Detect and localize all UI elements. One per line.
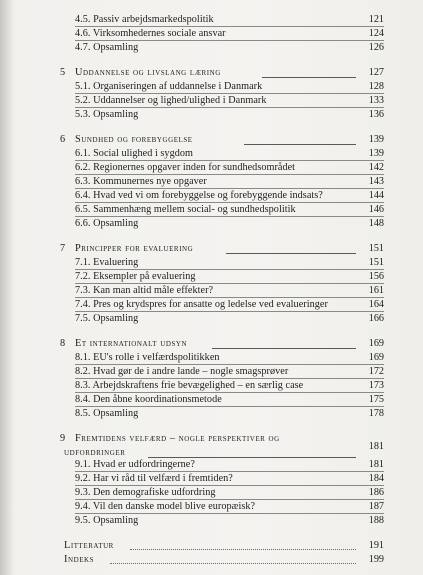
toc-entry-page: 121 — [368, 14, 384, 25]
toc-entry-page: 156 — [368, 271, 384, 282]
toc-entry-page: 169 — [368, 352, 384, 363]
toc-entry-page: 146 — [368, 204, 384, 215]
toc-entry — [0, 486, 423, 500]
toc-entry-label: 9.5. Opsamling — [75, 515, 139, 526]
leader-line — [226, 253, 356, 254]
chapter-number: 5 — [60, 67, 66, 78]
toc-entry-label: 6.6. Opsamling — [75, 218, 139, 229]
toc-entry-page: 173 — [368, 380, 384, 391]
toc-entry-label: 8.2. Hvad gør de i andre lande – nogle smagsprøver — [75, 366, 289, 377]
back-matter-label: Litteratur — [64, 540, 114, 551]
chapter-number: 6 — [60, 134, 66, 145]
toc-entry-page: 148 — [368, 218, 384, 229]
toc-entry — [0, 458, 423, 472]
toc-entry-page: 136 — [368, 109, 384, 120]
chapter-page: 151 — [368, 243, 384, 254]
chapter-page: 139 — [368, 134, 384, 145]
toc-entry-label: 8.4. Den åbne koordinationsmetode — [75, 394, 222, 405]
chapter-page: 181 — [368, 441, 384, 452]
toc-entry-page: 161 — [368, 285, 384, 296]
back-matter-entry — [0, 553, 423, 567]
toc-entry-label: 5.3. Opsamling — [75, 109, 139, 120]
chapter-title: Fremtidens velfærd – nogle perspektiver og — [75, 433, 280, 444]
toc-entry-page: 128 — [368, 81, 384, 92]
chapter-heading — [0, 133, 423, 147]
toc-entry-label: 9.1. Hvad er udfordringerne? — [75, 459, 195, 470]
toc-entry — [0, 514, 423, 528]
toc-entry-label: 7.5. Opsamling — [75, 313, 139, 324]
chapter-heading — [0, 242, 423, 256]
chapter-title: Principper for evaluering — [75, 243, 194, 254]
toc-entry-page: 186 — [368, 487, 384, 498]
toc-entry — [0, 147, 423, 161]
toc-entry — [0, 351, 423, 365]
toc-entry-label: 8.3. Arbejdskraftens frie bevægelighed – en særlig case — [75, 380, 304, 391]
toc-entry-label: 7.2. Eksempler på evaluering — [75, 271, 196, 282]
toc-entry — [0, 500, 423, 514]
dotted-leader — [110, 563, 356, 564]
chapter-page: 127 — [368, 67, 384, 78]
toc-entry — [0, 270, 423, 284]
back-matter-label: Indeks — [64, 554, 95, 565]
toc-entry-label: 6.1. Social ulighed i sygdom — [75, 148, 193, 159]
toc-entry — [0, 284, 423, 298]
toc-entry-page: 188 — [368, 515, 384, 526]
toc-entry-page: 124 — [368, 28, 384, 39]
toc-entry-page: 133 — [368, 95, 384, 106]
toc-entry-label: 9.2. Har vi råd til velfærd i fremtiden? — [75, 473, 233, 484]
toc-entry-label: 9.4. Vil den danske model blive europæisk? — [75, 501, 256, 512]
dotted-leader — [130, 549, 356, 550]
back-matter-page: 191 — [368, 540, 384, 551]
toc-entry-page: 143 — [368, 176, 384, 187]
toc-entry — [0, 407, 423, 421]
chapter-number: 9 — [60, 433, 66, 444]
toc-entry — [0, 298, 423, 312]
toc-entry — [0, 41, 423, 55]
toc-entry-page: 184 — [368, 473, 384, 484]
toc-entry-page: 181 — [368, 459, 384, 470]
chapter-heading — [0, 337, 423, 351]
toc-entry — [0, 312, 423, 326]
toc-entry-page: 178 — [368, 408, 384, 419]
toc-entry — [0, 189, 423, 203]
toc-entry — [0, 393, 423, 407]
chapter-heading — [0, 66, 423, 80]
toc-entry — [0, 161, 423, 175]
toc-entry-label: 5.1. Organiseringen af uddannelse i Danmark — [75, 81, 263, 92]
toc-entry — [0, 27, 423, 41]
toc-entry-label: 6.4. Hvad ved vi om forebyggelse og forebyggende indsats? — [75, 190, 323, 201]
chapter-title: Et internationalt udsyn — [75, 338, 188, 349]
toc-entry — [0, 256, 423, 270]
chapter-number: 8 — [60, 338, 66, 349]
toc-entry — [0, 94, 423, 108]
toc-entry-page: 142 — [368, 162, 384, 173]
toc-entry — [0, 108, 423, 122]
toc-entry-label: 4.6. Virksomhedernes sociale ansvar — [75, 28, 226, 39]
toc-entry — [0, 175, 423, 189]
chapter-number: 7 — [60, 243, 66, 254]
toc-entry-label: 7.3. Kan man altid måle effekter? — [75, 285, 214, 296]
toc-entry-label: 6.2. Regionernes opgaver inden for sundhedsområdet — [75, 162, 296, 173]
toc-entry-page: 139 — [368, 148, 384, 159]
toc-entry-page: 166 — [368, 313, 384, 324]
toc-entry-label: 8.5. Opsamling — [75, 408, 139, 419]
toc-entry-label: 6.3. Kommunernes nye opgaver — [75, 176, 207, 187]
back-matter-page: 199 — [368, 554, 384, 565]
toc-entry-label: 5.2. Uddannelser og lighed/ulighed i Danmark — [75, 95, 267, 106]
toc-entry — [0, 13, 423, 27]
toc-entry-page: 126 — [368, 42, 384, 53]
leader-line — [212, 348, 356, 349]
toc-entry-page: 172 — [368, 366, 384, 377]
chapter-title: Sundhed og forebyggelse — [75, 134, 193, 145]
toc-entry-label: 7.4. Pres og krydspres for ansatte og ledelse ved evalueringer — [75, 299, 328, 310]
toc-entry-page: 144 — [368, 190, 384, 201]
back-matter-entry — [0, 539, 423, 553]
leader-line — [244, 144, 356, 145]
chapter-title: Uddannelse og livslang læring — [75, 67, 221, 78]
toc-entry-label: 8.1. EU's rolle i velfærdspolitikken — [75, 352, 220, 363]
toc-entry — [0, 379, 423, 393]
leader-line — [262, 77, 356, 78]
chapter-title-line2: udfordringer — [64, 447, 126, 458]
toc-entry-page: 164 — [368, 299, 384, 310]
toc-entry-page: 175 — [368, 394, 384, 405]
toc-entry-label: 6.5. Sammenhæng mellem social- og sundhedspolitik — [75, 204, 296, 215]
toc-entry — [0, 472, 423, 486]
toc-entry-label: 4.5. Passiv arbejdsmarkedspolitik — [75, 14, 214, 25]
toc-entry-page: 187 — [368, 501, 384, 512]
toc-entry-label: 7.1. Evaluering — [75, 257, 139, 268]
toc-entry-label: 9.3. Den demografiske udfordring — [75, 487, 216, 498]
toc-entry — [0, 365, 423, 379]
toc-entry — [0, 203, 423, 217]
chapter-page: 169 — [368, 338, 384, 349]
toc-entry-page: 151 — [368, 257, 384, 268]
toc-entry — [0, 80, 423, 94]
toc-entry-label: 4.7. Opsamling — [75, 42, 139, 53]
toc-entry — [0, 217, 423, 231]
